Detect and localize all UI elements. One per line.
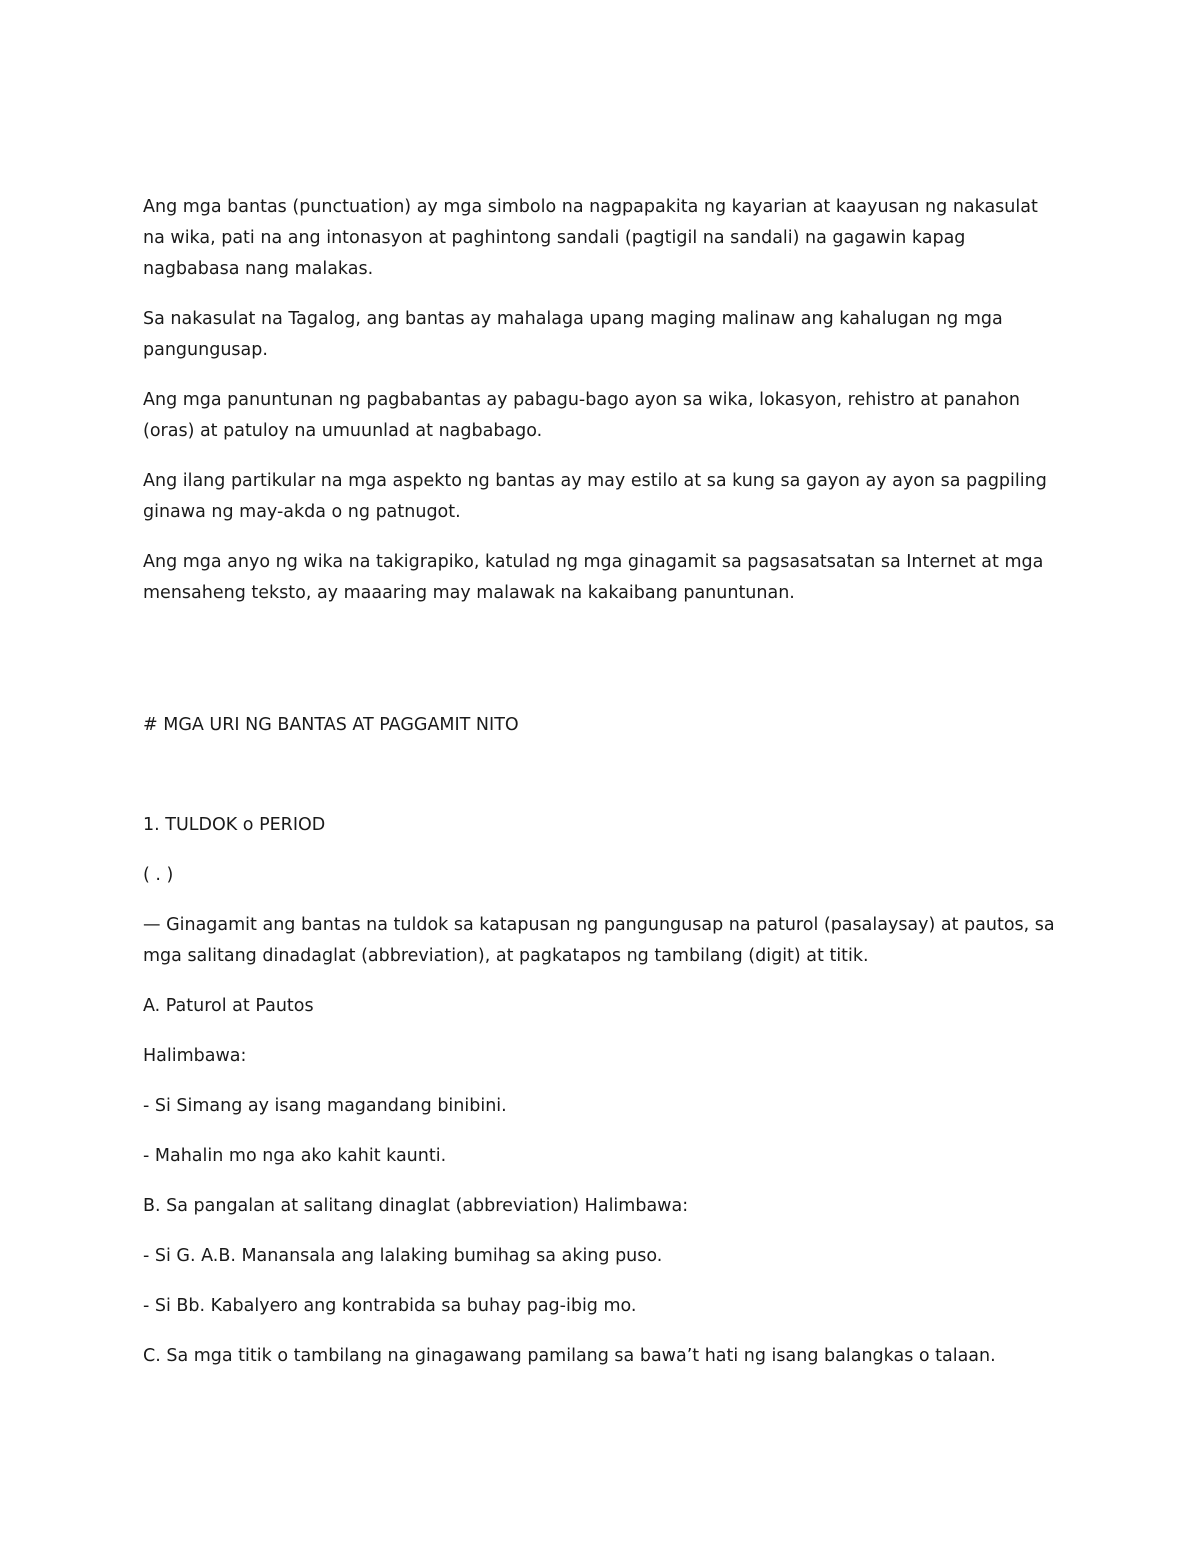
period-symbol: ( . ) — [143, 865, 174, 885]
intro-paragraph-4: Ang ilang partikular na mga aspekto ng bantas ay may estilo at sa kung sa gayon ay ayon sa pagpiling ginawa ng may-akda o ng patnugot. — [143, 471, 1047, 522]
subsection-a-title: A. Paturol at Pautos — [143, 996, 314, 1016]
item-title-tuldok: 1. TULDOK o PERIOD — [143, 815, 326, 835]
intro-paragraph-3: Ang mga panuntunan ng pagbabantas ay pabagu-bago ayon sa wika, lokasyon, rehistro at panahon (oras) at patuloy na umuunlad at nagbabago. — [143, 390, 1020, 441]
example-item: - Mahalin mo nga ako kahit kaunti. — [143, 1146, 447, 1166]
example-label: Halimbawa: — [143, 1046, 247, 1066]
example-item: - Si Bb. Kabalyero ang kontrabida sa buhay pag-ibig mo. — [143, 1296, 637, 1316]
subsection-c-title: C. Sa mga titik o tambilang na ginagawang pamilang sa bawa’t hati ng isang balangkas o talaan. — [143, 1346, 996, 1366]
example-item: - Si G. A.B. Manansala ang lalaking bumihag sa aking puso. — [143, 1246, 663, 1266]
subsection-b-title: B. Sa pangalan at salitang dinaglat (abbreviation) Halimbawa: — [143, 1196, 689, 1216]
period-description: — Ginagamit ang bantas na tuldok sa katapusan ng pangungusap na paturol (pasalaysay) at pautos, sa mga salitang dinadaglat (abbreviation), at pagkatapos ng tambilang (digit) at titik. — [143, 915, 1055, 966]
section-heading: # MGA URI NG BANTAS AT PAGGAMIT NITO — [143, 715, 519, 735]
intro-paragraph-5: Ang mga anyo ng wika na takigrapiko, katulad ng mga ginagamit sa pagsasatsatan sa Internet at mga mensaheng teksto, ay maaaring may malawak na kakaibang panuntunan. — [143, 552, 1044, 603]
intro-paragraph-2: Sa nakasulat na Tagalog, ang bantas ay mahalaga upang maging malinaw ang kahalugan ng mga pangungusap. — [143, 309, 1003, 360]
document-body — [143, 192, 1063, 1391]
intro-paragraph-1: Ang mga bantas (punctuation) ay mga simbolo na nagpapakita ng kayarian at kaayusan ng nakasulat na wika, pati na ang intonasyon at paghintong sandali (pagtigil na sandali) na gagawin kapag nagbabasa nang malakas. — [143, 197, 1038, 279]
example-item: - Si Simang ay isang magandang binibini. — [143, 1096, 507, 1116]
